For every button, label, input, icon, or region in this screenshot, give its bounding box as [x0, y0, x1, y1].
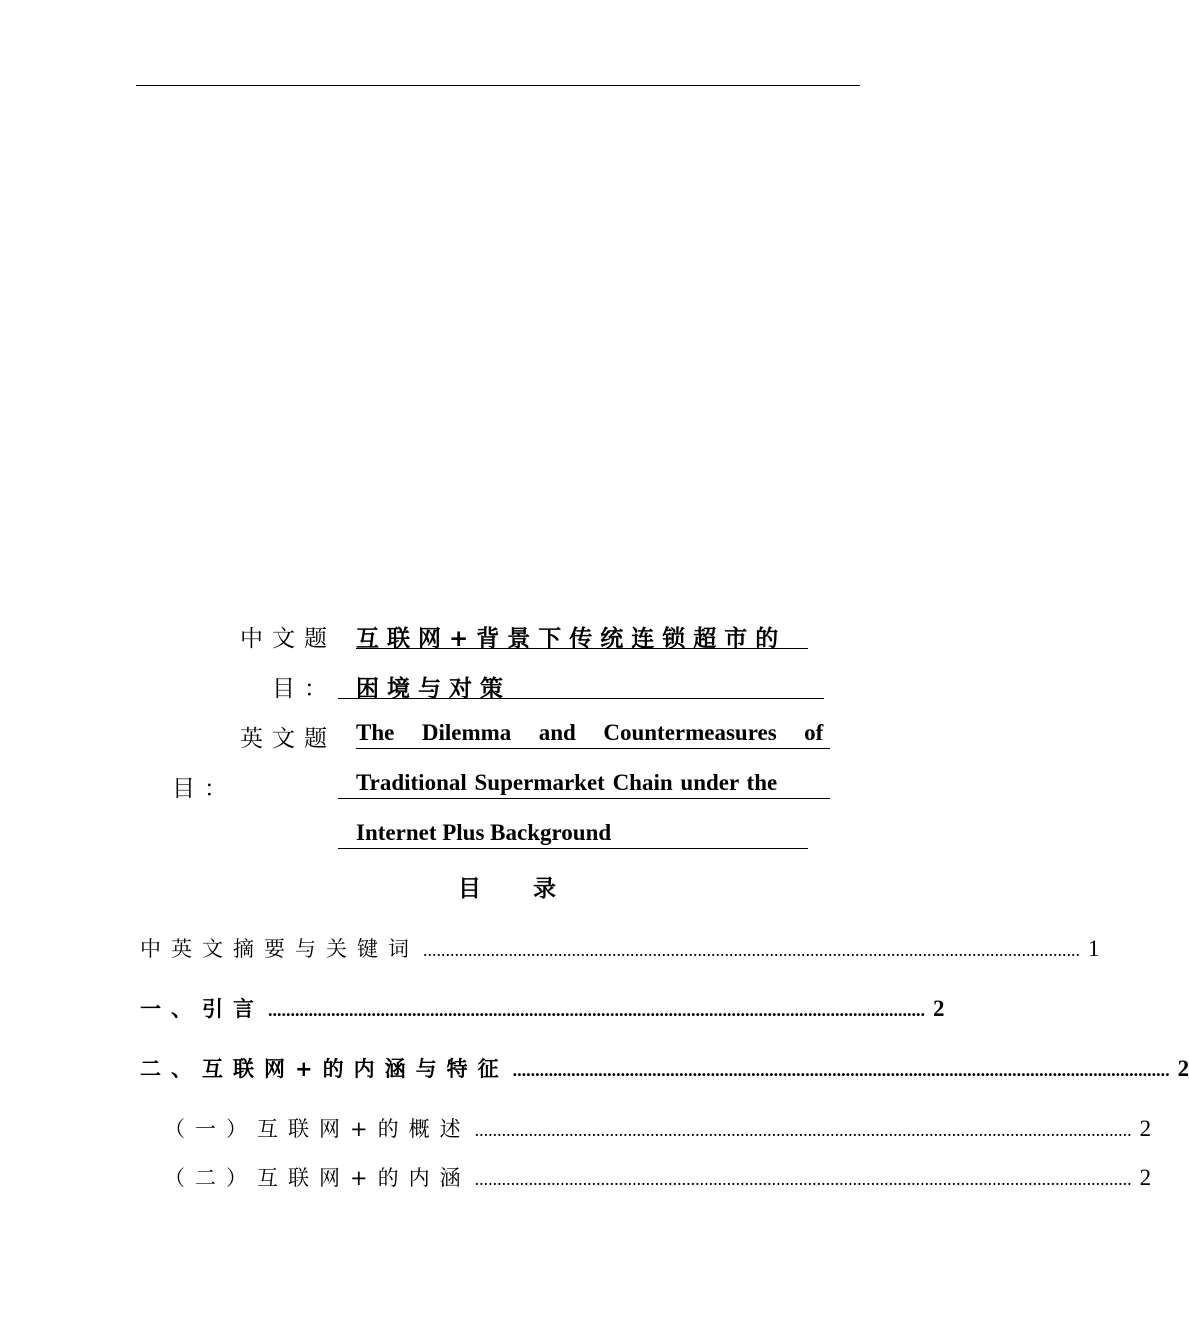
- cn-title-underline-1: [356, 648, 808, 649]
- toc-entry-text: （一）互联网+的概述: [164, 1117, 471, 1141]
- en-title-underline-2: [338, 798, 830, 799]
- en-title-underline-1: [356, 748, 830, 749]
- toc-entry-section-2[interactable]: [140, 1053, 1189, 1083]
- toc-entry-section-2-1[interactable]: [164, 1113, 1152, 1143]
- toc-leader-dots: ..................................................................................................................................................: [474, 1169, 1132, 1189]
- toc-leader-dots: ..................................................................................................................................................: [474, 1120, 1132, 1140]
- toc-entry-page: 2: [1177, 1056, 1189, 1081]
- en-title-line3: Internet Plus Background: [356, 820, 612, 845]
- toc-entry-section-2-2[interactable]: [164, 1162, 1152, 1192]
- en-title-label-line2: 目：: [172, 776, 236, 802]
- toc-entry-text: （二）互联网+的内涵: [164, 1166, 471, 1190]
- header-rule: [136, 85, 860, 86]
- toc-leader-dots: ..................................................................................................................................................: [512, 1060, 1170, 1080]
- cn-title-underline-2: [338, 698, 824, 699]
- toc-entry-introduction[interactable]: [140, 993, 945, 1023]
- cn-title-label-line2: 目：: [272, 676, 336, 702]
- toc-entry-abstract[interactable]: [140, 933, 1100, 963]
- en-title-label-line1: 英文题: [240, 726, 336, 752]
- en-title-line2: Traditional Supermarket Chain under the: [356, 770, 778, 795]
- toc-heading: 目 录: [458, 876, 579, 902]
- toc-entry-text: 二、互联网+的内涵与特征: [140, 1057, 509, 1081]
- en-title-line1: The Dilemma and Countermeasures of: [356, 720, 824, 745]
- toc-entry-page: 2: [933, 996, 945, 1021]
- toc-leader-dots: ..................................................................................................................................................: [423, 940, 1080, 960]
- cn-title-line1: 互联网+背景下传统连锁超市的: [356, 626, 787, 652]
- toc-entry-page: 2: [1139, 1116, 1152, 1141]
- toc-entry-text: 一、引言: [140, 997, 264, 1021]
- toc-entry-page: 1: [1088, 936, 1100, 961]
- toc-leader-dots: ..................................................................................................................................................: [268, 1000, 925, 1020]
- cn-title-line2: 困境与对策: [356, 676, 511, 702]
- en-title-underline-3: [338, 848, 808, 849]
- toc-entry-page: 2: [1139, 1165, 1152, 1190]
- toc-entry-text: 中英文摘要与关键词: [140, 937, 419, 961]
- cn-title-label-line1: 中文题: [240, 626, 336, 652]
